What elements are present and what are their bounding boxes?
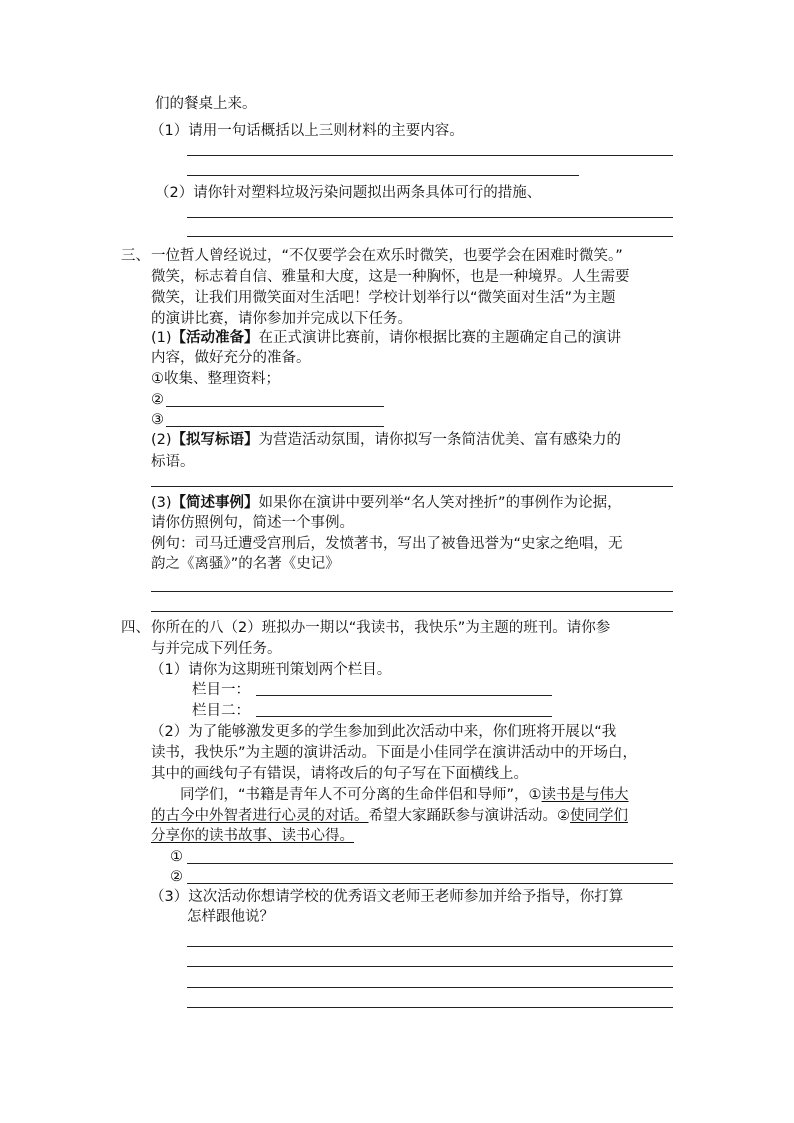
underlined-sentence-1: 读书是与伟大 xyxy=(541,787,629,803)
q2-sub2: （2）请你针对塑料垃圾污染问题拟出两条具体可行的措施、 xyxy=(155,185,542,201)
q3-task3-line2: 请你仿照例句，简述一个事例。 xyxy=(151,515,354,531)
underlined-sentence-2-cont: 分享你的读书故事、读书心得。 xyxy=(151,828,354,844)
answer-line[interactable] xyxy=(187,175,579,176)
q4-sub3-line2: 怎样跟他说？ xyxy=(187,909,274,925)
speech-text: 希望大家踊跃参与演讲活动。② xyxy=(368,808,570,824)
q4-speech-line1 xyxy=(180,785,629,805)
task2-title: 【拟写标语】 xyxy=(171,432,259,448)
answer-line[interactable] xyxy=(151,611,673,612)
answer-line[interactable] xyxy=(187,1007,673,1008)
q4-sub1: （1）请你为这期班刊策划两个栏目。 xyxy=(150,662,392,678)
q2-sub1: （1）请用一句话概括以上三则材料的主要内容。 xyxy=(150,123,464,139)
answer-line[interactable] xyxy=(151,486,673,487)
q4-sub3-line1: （3）这次活动你想请学校的优秀语文老师王老师参加并给予指导，你打算 xyxy=(150,889,624,905)
underlined-sentence-2: 使同学们 xyxy=(570,808,628,824)
answer-line[interactable] xyxy=(187,946,673,947)
q3-step1: ①收集、整理资料； xyxy=(151,371,280,387)
task3-prefix: (3) xyxy=(151,495,172,511)
q4-number: 四、 xyxy=(121,620,150,636)
q3-para-line: 微笑，让我们用微笑面对生活吧！学校计划举行以“微笑面对生活”为主题 xyxy=(151,290,616,306)
answer-line[interactable] xyxy=(187,217,673,218)
q3-task1 xyxy=(151,328,621,348)
q4-intro-line1: 你所在的八（2）班拟办一期以“我读书，我快乐”为主题的班刊。请你参 xyxy=(151,620,611,636)
q3-step2: ② xyxy=(151,392,164,408)
q4-column1-label: 栏目一： xyxy=(192,682,250,698)
q4-column2-label: 栏目二： xyxy=(192,703,250,719)
q4-answer2-marker: ② xyxy=(170,869,183,885)
answer-line[interactable] xyxy=(187,987,673,988)
task3-title: 【简述事例】 xyxy=(171,495,259,511)
answer-line[interactable] xyxy=(187,236,673,237)
q4-answer1-marker: ① xyxy=(170,849,183,865)
task1-title: 【活动准备】 xyxy=(171,330,259,346)
q3-step3: ③ xyxy=(151,412,164,428)
answer-line[interactable] xyxy=(166,426,384,427)
q3-task2 xyxy=(151,430,621,450)
answer-line[interactable] xyxy=(256,695,552,696)
answer-line[interactable] xyxy=(151,591,673,592)
q4-intro-line2: 与并完成下列任务。 xyxy=(151,641,282,657)
q3-para-line: 一位哲人曾经说过，“不仅要学会在欢乐时微笑，也要学会在困难时微笑。” xyxy=(151,248,623,264)
q4-speech-line3 xyxy=(151,826,354,846)
task2-text: 为营造活动氛围，请你拟写一条简洁优美、富有感染力的 xyxy=(258,432,622,448)
intro-tail: 们的餐桌上来。 xyxy=(155,96,257,112)
answer-line[interactable] xyxy=(187,966,673,967)
q4-sub2-line1: （2）为了能够激发更多的学生参加到此次活动中来，你们班将开展以“我 xyxy=(150,724,617,740)
q4-sub2-line2: 读书，我快乐”为主题的演讲活动。下面是小佳同学在演讲活动中的开场白， xyxy=(151,745,638,761)
answer-line[interactable] xyxy=(187,155,673,156)
task2-prefix: (2) xyxy=(151,432,172,448)
answer-line[interactable] xyxy=(256,716,552,717)
q4-speech-line2 xyxy=(151,806,628,826)
q3-example-line1: 例句：司马迁遭受宫刑后，发愤著书，写出了被鲁迅誉为“史家之绝唱，无 xyxy=(151,536,623,552)
answer-line[interactable] xyxy=(166,406,384,407)
q3-example-line2: 韵之《离骚》”的名著《史记》 xyxy=(151,556,340,572)
underlined-sentence-1-cont: 的古今中外智者进行心灵的对话。 xyxy=(151,808,369,824)
task1-text: 在正式演讲比赛前，请你根据比赛的主题确定自己的演讲 xyxy=(258,330,622,346)
answer-line[interactable] xyxy=(187,863,673,864)
answer-line[interactable] xyxy=(187,883,673,884)
q3-task3 xyxy=(151,493,622,513)
q3-task2-line2: 标语。 xyxy=(151,454,195,470)
task1-prefix: (1) xyxy=(151,330,172,346)
q4-sub2-line3: 其中的画线句子有错误，请将改后的句子写在下面横线上。 xyxy=(151,766,528,782)
q3-number: 三、 xyxy=(121,248,150,264)
q3-task1-line2: 内容，做好充分的准备。 xyxy=(151,350,311,366)
speech-text: 同学们，“书籍是青年人不可分离的生命伴侣和导师”，① xyxy=(180,787,542,803)
q3-para-line: 微笑，标志着自信、雅量和大度，这是一种胸怀，也是一种境界。人生需要 xyxy=(151,269,630,285)
task3-text: 如果你在演讲中要列举“名人笑对挫折”的事例作为论据， xyxy=(258,495,622,511)
q3-para-line: 的演讲比赛，请你参加并完成以下任务。 xyxy=(151,311,412,327)
